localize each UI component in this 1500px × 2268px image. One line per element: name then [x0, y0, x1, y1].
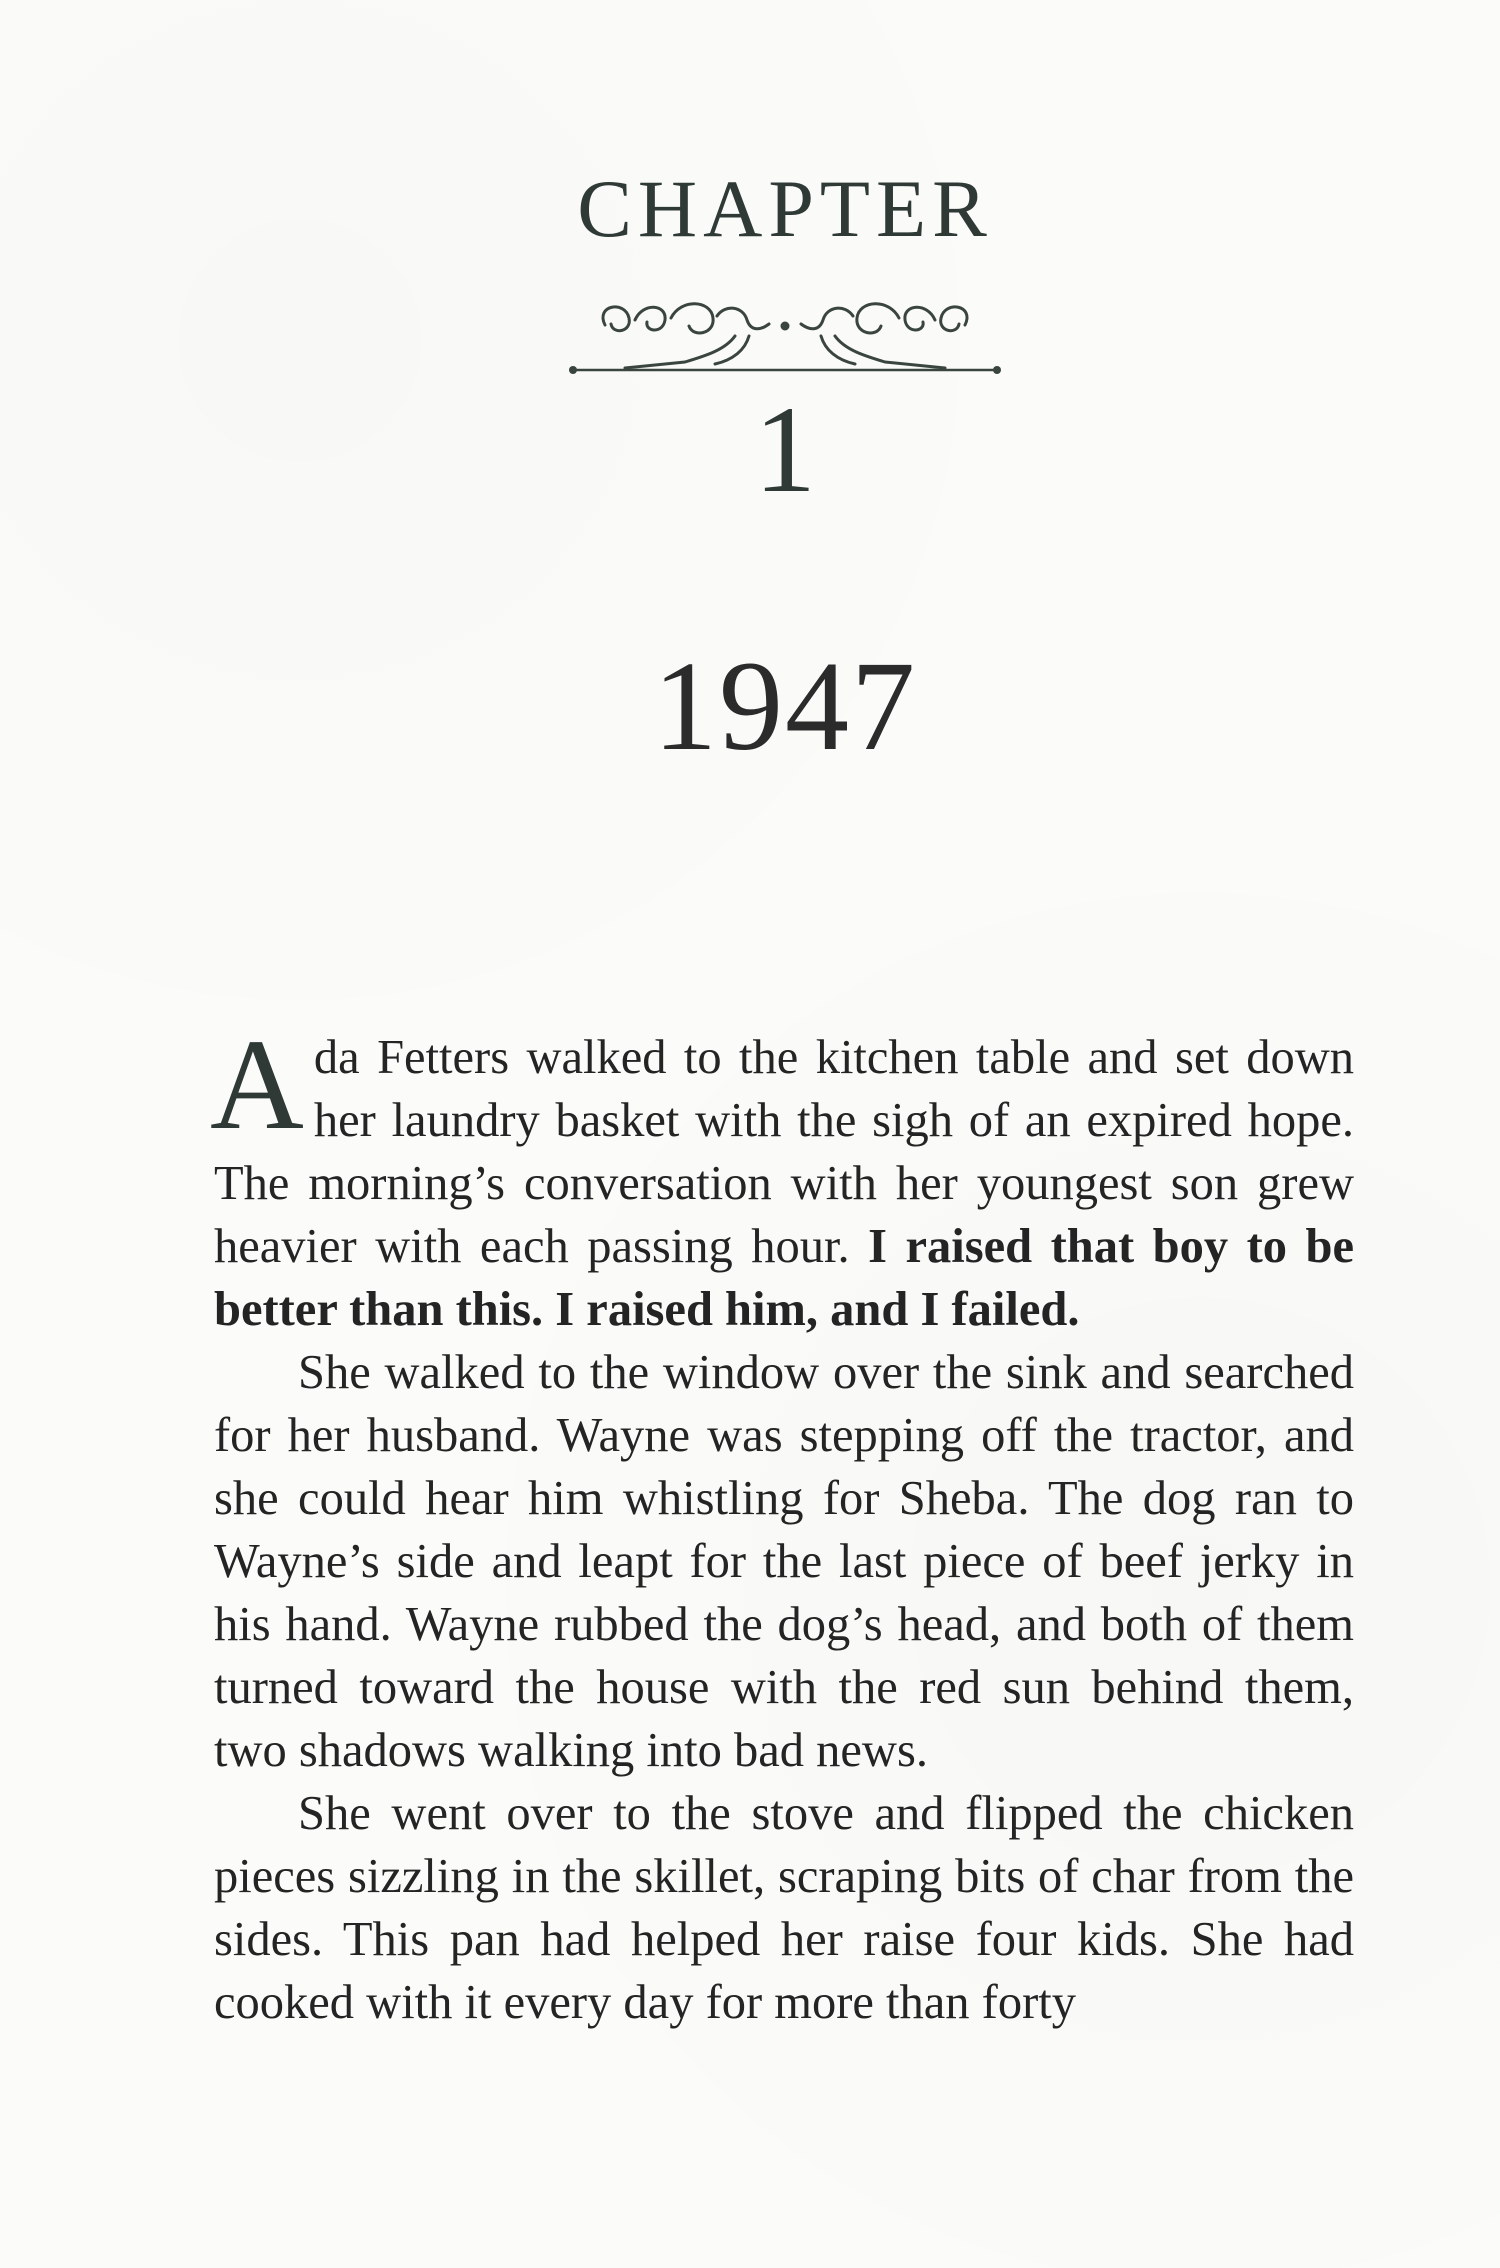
paragraph-1	[210, 1013, 1354, 1341]
chapter-label: CHAPTER	[577, 163, 993, 254]
chapter-year: 1947	[653, 635, 917, 777]
paragraph-1-text: da Fetters walked to the kitchen table and set down her laundry basket with the sigh of an expired hope. The morning’s conversation with her youngest son grew heavier with each passing hour.	[214, 1031, 1354, 1273]
chapter-body	[210, 1013, 1354, 2034]
paragraph-2: She walked to the window over the sink and searched for her husband. Wayne was stepping off the tractor, and she could hear him whistling for Sheba. The dog ran to Wayne’s side and leapt for the last piece of beef jerky in his hand. Wayne rubbed the dog’s head, and both of them turned toward the house with the red sun behind them, two shadows walking into bad news.	[214, 1346, 1354, 1777]
paragraph-1-emphasis: I raised that boy to be better than this. I raised him, and I failed.	[214, 1220, 1354, 1336]
chapter-number: 1	[754, 381, 816, 518]
drop-cap: A	[210, 1013, 304, 1157]
paragraph-3: She went over to the stove and flipped the chicken pieces sizzling in the skillet, scraping bits of char from the sides. This pan had helped her raise four kids. She had cooked with it every day for more than forty	[214, 1787, 1354, 2029]
